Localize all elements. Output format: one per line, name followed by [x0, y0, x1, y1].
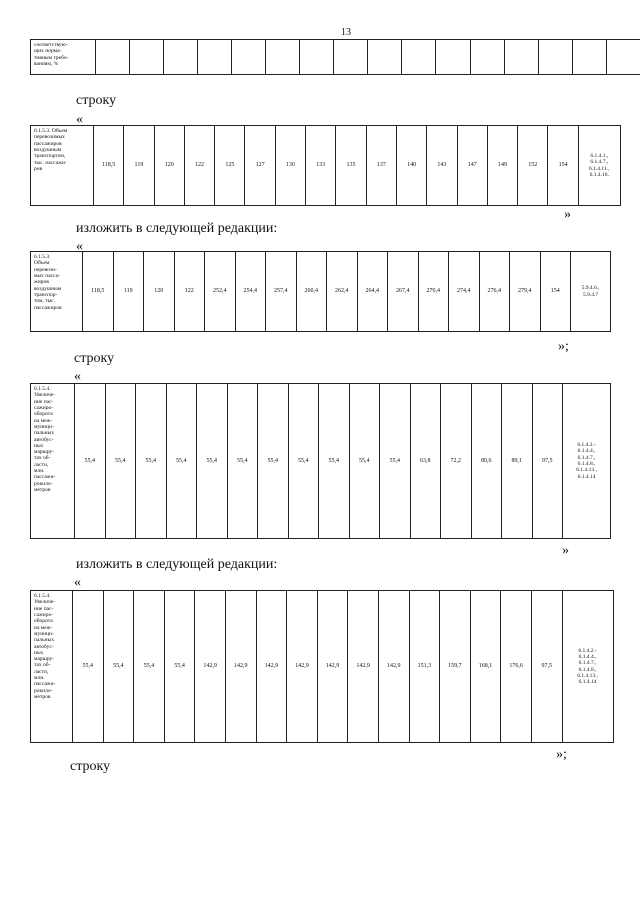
row-label-line: тыс. пассажи-: [34, 159, 67, 166]
reference-line: 6.1.4.1.,: [590, 152, 609, 159]
text-stroku-2: строку: [74, 351, 115, 366]
value-cell: [266, 40, 300, 75]
quote-close-4: »;: [556, 747, 567, 762]
value-cell: 143: [427, 126, 457, 206]
reference-line: 5.9.4.7: [582, 291, 599, 298]
row-label-line: млн.: [34, 468, 45, 475]
value-cell: 142,9: [348, 591, 379, 743]
value-cell: 89,1: [502, 384, 533, 539]
value-cell: [232, 40, 266, 75]
value-cell: 168,1: [470, 591, 501, 743]
table-row-6-1-5-3-old: [30, 125, 621, 206]
value-cell: 142,9: [287, 591, 318, 743]
value-cell: 135: [336, 126, 366, 206]
value-cell: 55,4: [197, 384, 228, 539]
reference-line: 6.1.4.2.-: [577, 442, 596, 449]
value-cell: 55,4: [103, 591, 134, 743]
value-cell: 279,4: [510, 252, 541, 332]
value-cell: 63,8: [410, 384, 441, 539]
value-cell: 119: [113, 252, 144, 332]
text-izlozhit-2: изложить в следующей редакции:: [76, 557, 278, 572]
value-cell: [436, 40, 470, 75]
row-label-line: оборота: [34, 411, 53, 418]
value-cell: 254,4: [235, 252, 266, 332]
value-cell: [538, 40, 572, 75]
value-cell: 72,2: [441, 384, 472, 539]
value-cell: 80,6: [471, 384, 502, 539]
row-label-line: муници-: [34, 630, 54, 637]
reference-line: 5.9.4.6.,: [581, 285, 600, 292]
table-tail-fragment: [30, 39, 640, 75]
row-label-line: воздушным: [34, 146, 62, 153]
value-cell: 151,3: [409, 591, 440, 743]
quote-close-2: »;: [558, 339, 569, 354]
row-label-line: 6.1.5.4.: [34, 386, 51, 392]
value-cell: 119: [124, 126, 154, 206]
value-cell: 267,4: [388, 252, 419, 332]
value-cell: [572, 40, 606, 75]
row-label-line: рокило-: [34, 480, 53, 487]
reference-line: 6.1.4.11.,: [589, 165, 610, 172]
row-label-line: транспор-: [34, 291, 58, 298]
reference-line: 6.1.4.14: [578, 679, 597, 686]
value-cell: 55,4: [75, 384, 106, 539]
text-izlozhit-1: изложить в следующей редакции:: [76, 221, 278, 236]
row-label-line: метров: [34, 487, 51, 493]
reference-cell: [563, 384, 611, 539]
row-label-line: 6.1.5.4.: [34, 593, 51, 599]
row-label-line: том, тыс.: [34, 298, 56, 305]
value-cell: 252,4: [205, 252, 236, 332]
row-label-line: ние пас-: [34, 605, 54, 612]
value-cell: [334, 40, 368, 75]
row-label-line: соответствую-: [34, 42, 68, 48]
text-stroku-1: строку: [76, 93, 117, 108]
quote-open-3: «: [74, 369, 81, 384]
value-cell: 154: [548, 126, 578, 206]
row-label-line: ных: [34, 649, 44, 656]
row-label-line: Увеличе-: [34, 599, 56, 606]
value-cell: 149: [487, 126, 517, 206]
value-cell: 257,4: [266, 252, 297, 332]
row-label-line: ласти,: [34, 461, 49, 468]
row-label-line: 6.1.5.3.: [34, 254, 51, 260]
row-label-line: муници-: [34, 423, 54, 430]
value-cell: 125: [215, 126, 245, 206]
row-label-line: млн.: [34, 675, 45, 682]
value-cell: 142,9: [195, 591, 226, 743]
row-label-line: автобус-: [34, 436, 54, 443]
value-cell: [504, 40, 538, 75]
table-row: [31, 40, 640, 75]
row-label-line: пассажиров: [34, 304, 62, 311]
value-cell: 118,5: [94, 126, 124, 206]
value-cell: 120: [154, 126, 184, 206]
value-cell: 264,4: [357, 252, 388, 332]
value-cell: 120: [144, 252, 175, 332]
value-cell: 133: [306, 126, 336, 206]
row-label-line: маршру-: [34, 449, 55, 456]
reference-line: 6.1.4.13.,: [576, 467, 597, 474]
reference-cell: [562, 591, 613, 743]
value-cell: 140: [396, 126, 426, 206]
row-label-line: пассажи-: [34, 681, 56, 688]
row-label-line: рокило-: [34, 687, 53, 694]
row-label-line: на меж-: [34, 624, 53, 631]
quote-close-1: »: [564, 207, 571, 222]
value-cell: 55,4: [227, 384, 258, 539]
row-label-line: тах об-: [34, 455, 51, 462]
value-cell: [96, 40, 130, 75]
table-row: [31, 384, 611, 539]
value-cell: 55,4: [288, 384, 319, 539]
value-cell: 55,4: [258, 384, 289, 539]
reference-cell: [571, 252, 611, 332]
value-cell: 55,4: [349, 384, 380, 539]
page-number: 13: [341, 27, 351, 38]
row-label-line: тивным требо-: [34, 54, 69, 61]
row-label-line: пассажи-: [34, 474, 56, 481]
table-row: [31, 126, 621, 206]
quote-open-2: «: [76, 239, 83, 254]
reference-line: 6.1.4.14: [577, 473, 596, 480]
quote-close-3: »: [562, 543, 569, 558]
quote-open-1: «: [76, 112, 83, 127]
text-stroku-3: строку: [70, 759, 111, 774]
row-label: [31, 252, 83, 332]
row-label-line: ров: [34, 165, 43, 172]
row-label: [31, 126, 94, 206]
table-row-6-1-5-4-old: [30, 383, 611, 539]
value-cell: 147: [457, 126, 487, 206]
value-cell: [164, 40, 198, 75]
value-cell: 262,4: [327, 252, 358, 332]
row-label-line: Объем: [34, 260, 50, 267]
reference-line: 6.1.4.7.,: [577, 454, 596, 461]
value-cell: 274,4: [449, 252, 480, 332]
value-cell: 122: [184, 126, 214, 206]
row-label-line: щих норма-: [34, 48, 62, 55]
value-cell: 142,9: [317, 591, 348, 743]
row-label: [31, 384, 75, 539]
row-label-line: воздушным: [34, 285, 62, 292]
table-row-6-1-5-3-new: [30, 251, 611, 332]
value-cell: [402, 40, 436, 75]
row-label-line: транспортом,: [34, 153, 66, 160]
reference-line: 6.1.4.7.,: [578, 660, 597, 667]
reference-line: 6.1.4.4.,: [578, 653, 597, 660]
row-label-line: оборота: [34, 618, 53, 625]
row-label-line: на меж-: [34, 417, 53, 424]
value-cell: 154: [540, 252, 571, 332]
quote-open-4: «: [74, 575, 81, 590]
value-cell: [368, 40, 402, 75]
value-cell: 260,4: [296, 252, 327, 332]
value-cell: 137: [366, 126, 396, 206]
row-label-line: пальных: [34, 637, 55, 644]
value-cell: [300, 40, 334, 75]
table-row: [31, 252, 611, 332]
reference-line: 6.1.4.7.,: [590, 159, 609, 166]
row-label-line: перевози-: [34, 266, 57, 273]
value-cell: 97,5: [531, 591, 562, 743]
value-cell: [606, 40, 640, 75]
value-cell: 55,4: [73, 591, 104, 743]
value-cell: 55,4: [136, 384, 167, 539]
value-cell: 142,9: [225, 591, 256, 743]
value-cell: 159,7: [440, 591, 471, 743]
value-cell: 142,9: [256, 591, 287, 743]
value-cell: 55,4: [166, 384, 197, 539]
row-label-line: жиров: [34, 279, 49, 286]
row-label-line: 6.1.5.3. Объем: [34, 128, 68, 134]
row-label-line: ваниям, %: [34, 60, 59, 67]
value-cell: 130: [275, 126, 305, 206]
row-label-line: метров: [34, 694, 51, 700]
value-cell: 142,9: [378, 591, 409, 743]
table-row-6-1-5-4-new: [30, 590, 614, 743]
row-label-line: тах об-: [34, 662, 51, 669]
value-cell: [130, 40, 164, 75]
row-label-line: ласти,: [34, 668, 49, 675]
row-label-line: Увеличе-: [34, 392, 56, 399]
value-cell: [198, 40, 232, 75]
row-label-line: пассажиров: [34, 140, 62, 147]
row-label: [31, 40, 96, 75]
reference-line: 6.1.4.13.,: [577, 672, 598, 679]
row-label-line: пальных: [34, 430, 55, 437]
table-row: [31, 591, 614, 743]
reference-line: 6.1.4.16.: [589, 171, 609, 178]
value-cell: 55,4: [134, 591, 165, 743]
value-cell: 55,4: [380, 384, 411, 539]
value-cell: 122: [174, 252, 205, 332]
reference-line: 6.1.4.8.,: [578, 666, 597, 673]
value-cell: 118,5: [83, 252, 114, 332]
reference-cell: [578, 126, 620, 206]
value-cell: 55,4: [319, 384, 350, 539]
value-cell: 152: [518, 126, 548, 206]
row-label-line: ных: [34, 442, 44, 449]
reference-line: 6.1.4.2.-: [578, 647, 597, 654]
row-label-line: мых пасса-: [34, 272, 60, 279]
row-label-line: маршру-: [34, 656, 55, 663]
row-label-line: сажиро-: [34, 404, 54, 411]
value-cell: 55,4: [105, 384, 136, 539]
value-cell: 55,4: [164, 591, 195, 743]
row-label-line: сажиро-: [34, 611, 54, 618]
row-label-line: перевозимых: [34, 134, 65, 141]
value-cell: [470, 40, 504, 75]
value-cell: 97,5: [532, 384, 563, 539]
reference-line: 6.1.4.4.,: [577, 448, 596, 455]
value-cell: 270,4: [418, 252, 449, 332]
row-label-line: автобус-: [34, 643, 54, 650]
value-cell: 127: [245, 126, 275, 206]
value-cell: 276,4: [479, 252, 510, 332]
row-label-line: ние пас-: [34, 398, 54, 405]
value-cell: 176,6: [501, 591, 532, 743]
reference-line: 6.1.4.8.,: [577, 461, 596, 467]
row-label: [31, 591, 73, 743]
